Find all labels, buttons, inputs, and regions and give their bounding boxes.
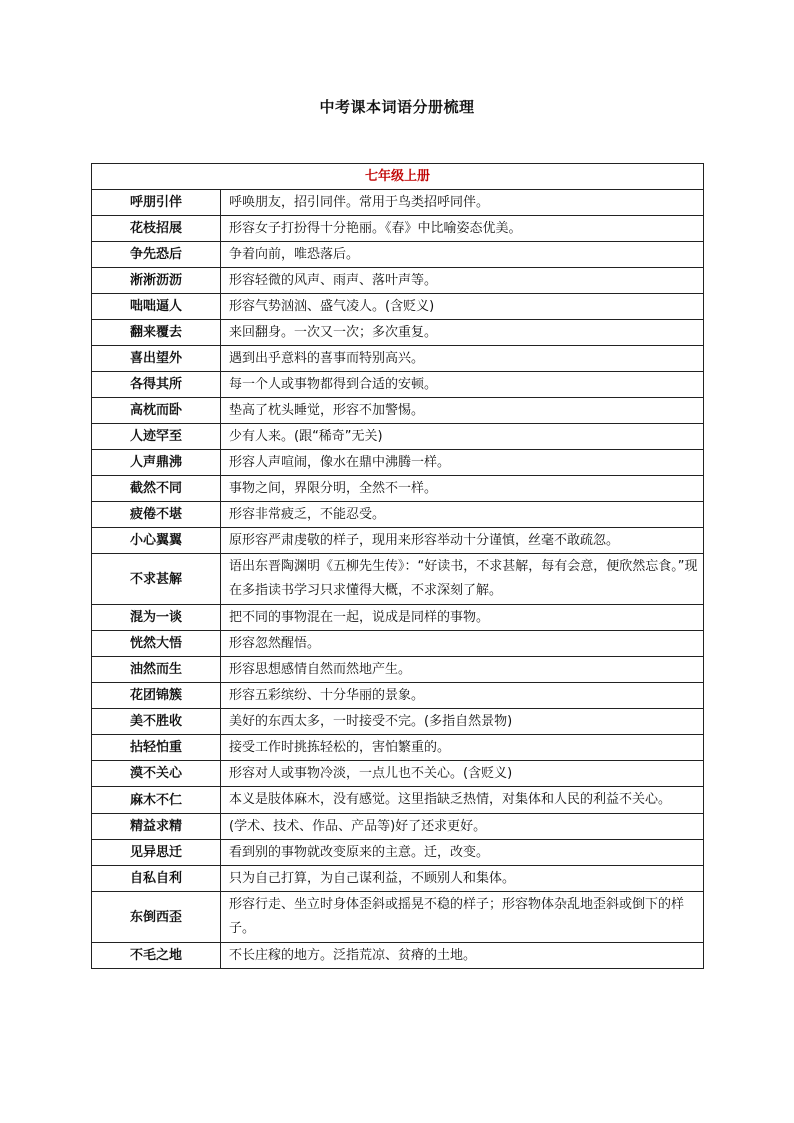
table-row (92, 476, 704, 502)
term-cell: 精益求精 (92, 814, 221, 840)
table-row (92, 528, 704, 554)
table-row (92, 294, 704, 320)
definition-cell: 呼唤朋友，招引同伴。常用于鸟类招呼同伴。 (221, 190, 704, 216)
definition-cell: 原形容严肃虔敬的样子，现用来形容举动十分谨慎，丝毫不敢疏忽。 (221, 528, 704, 554)
term-cell: 混为一谈 (92, 605, 221, 631)
term-cell: 争先恐后 (92, 242, 221, 268)
table-row (92, 216, 704, 242)
term-cell: 高枕而卧 (92, 398, 221, 424)
section-heading: 七年级上册 (92, 164, 704, 190)
table-row (92, 190, 704, 216)
definition-cell: 来回翻身。一次又一次；多次重复。 (221, 320, 704, 346)
definition-cell: 每一个人或事物都得到合适的安顿。 (221, 372, 704, 398)
vocabulary-table (91, 163, 704, 969)
table-row (92, 709, 704, 735)
definition-cell: 形容女子打扮得十分艳丽。《春》中比喻姿态优美。 (221, 216, 704, 242)
term-cell: 疲倦不堪 (92, 502, 221, 528)
definition-cell: 形容气势汹汹、盛气凌人。(含贬义) (221, 294, 704, 320)
term-cell: 油然而生 (92, 657, 221, 683)
definition-cell: 看到别的事物就改变原来的主意。迁，改变。 (221, 840, 704, 866)
term-cell: 恍然大悟 (92, 631, 221, 657)
definition-cell: 形容忽然醒悟。 (221, 631, 704, 657)
definition-cell: 只为自己打算，为自己谋利益，不顾别人和集体。 (221, 866, 704, 892)
definition-cell: 形容对人或事物冷淡，一点儿也不关心。(含贬义) (221, 761, 704, 787)
table-row (92, 787, 704, 814)
table-header (92, 164, 704, 190)
term-cell: 人声鼎沸 (92, 450, 221, 476)
definition-cell: 把不同的事物混在一起，说成是同样的事物。 (221, 605, 704, 631)
definition-cell: 形容思想感情自然而然地产生。 (221, 657, 704, 683)
term-cell: 见异思迁 (92, 840, 221, 866)
table-row (92, 683, 704, 709)
definition-cell: 垫高了枕头睡觉，形容不加警惕。 (221, 398, 704, 424)
definition-cell: 形容五彩缤纷、十分华丽的景象。 (221, 683, 704, 709)
table-row (92, 242, 704, 268)
definition-cell: 形容非常疲乏，不能忍受。 (221, 502, 704, 528)
table-row (92, 761, 704, 787)
definition-cell: 事物之间，界限分明，全然不一样。 (221, 476, 704, 502)
term-cell: 喜出望外 (92, 346, 221, 372)
term-cell: 不毛之地 (92, 943, 221, 969)
term-cell: 花团锦簇 (92, 683, 221, 709)
definition-cell: 不长庄稼的地方。泛指荒凉、贫瘠的土地。 (221, 943, 704, 969)
term-cell: 淅淅沥沥 (92, 268, 221, 294)
definition-cell: 形容行走、坐立时身体歪斜或摇晃不稳的样子；形容物体杂乱地歪斜或倒下的样子。 (221, 892, 704, 943)
table-body (92, 190, 704, 969)
term-cell: 不求甚解 (92, 554, 221, 605)
table-row (92, 450, 704, 476)
term-cell: 麻木不仁 (92, 787, 221, 814)
term-cell: 拈轻怕重 (92, 735, 221, 761)
table-row (92, 554, 704, 605)
table-row (92, 346, 704, 372)
table-row (92, 502, 704, 528)
table-row (92, 631, 704, 657)
table-row (92, 320, 704, 346)
term-cell: 咄咄逼人 (92, 294, 221, 320)
definition-cell: (学术、技术、作品、产品等)好了还求更好。 (221, 814, 704, 840)
term-cell: 人迹罕至 (92, 424, 221, 450)
term-cell: 漠不关心 (92, 761, 221, 787)
definition-cell: 遇到出乎意料的喜事而特别高兴。 (221, 346, 704, 372)
definition-cell: 接受工作时挑拣轻松的，害怕繁重的。 (221, 735, 704, 761)
table-row (92, 657, 704, 683)
definition-cell: 少有人来。(跟“稀奇”无关) (221, 424, 704, 450)
term-cell: 翻来覆去 (92, 320, 221, 346)
section-heading-row (92, 164, 704, 190)
table-row (92, 735, 704, 761)
term-cell: 各得其所 (92, 372, 221, 398)
definition-cell: 争着向前，唯恐落后。 (221, 242, 704, 268)
table-row (92, 424, 704, 450)
definition-cell: 形容人声喧闹，像水在鼎中沸腾一样。 (221, 450, 704, 476)
table-row (92, 268, 704, 294)
table-row (92, 605, 704, 631)
table-row (92, 866, 704, 892)
definition-cell: 美好的东西太多，一时接受不完。(多指自然景物) (221, 709, 704, 735)
term-cell: 小心翼翼 (92, 528, 221, 554)
table-row (92, 398, 704, 424)
table-row (92, 892, 704, 943)
term-cell: 美不胜收 (92, 709, 221, 735)
term-cell: 截然不同 (92, 476, 221, 502)
table-row (92, 840, 704, 866)
term-cell: 花枝招展 (92, 216, 221, 242)
table-row (92, 814, 704, 840)
definition-cell: 语出东晋陶渊明《五柳先生传》：“好读书，不求甚解，每有会意，便欣然忘食。”现在多指读书学习只求懂得大概，不求深刻了解。 (221, 554, 704, 605)
term-cell: 自私自利 (92, 866, 221, 892)
term-cell: 东倒西歪 (92, 892, 221, 943)
definition-cell: 形容轻微的风声、雨声、落叶声等。 (221, 268, 704, 294)
definition-cell: 本义是肢体麻木，没有感觉。这里指缺乏热情，对集体和人民的利益不关心。 (221, 787, 704, 814)
page-title: 中考课本词语分册梳理 (319, 98, 475, 116)
term-cell: 呼朋引伴 (92, 190, 221, 216)
table-row (92, 943, 704, 969)
table-row (92, 372, 704, 398)
